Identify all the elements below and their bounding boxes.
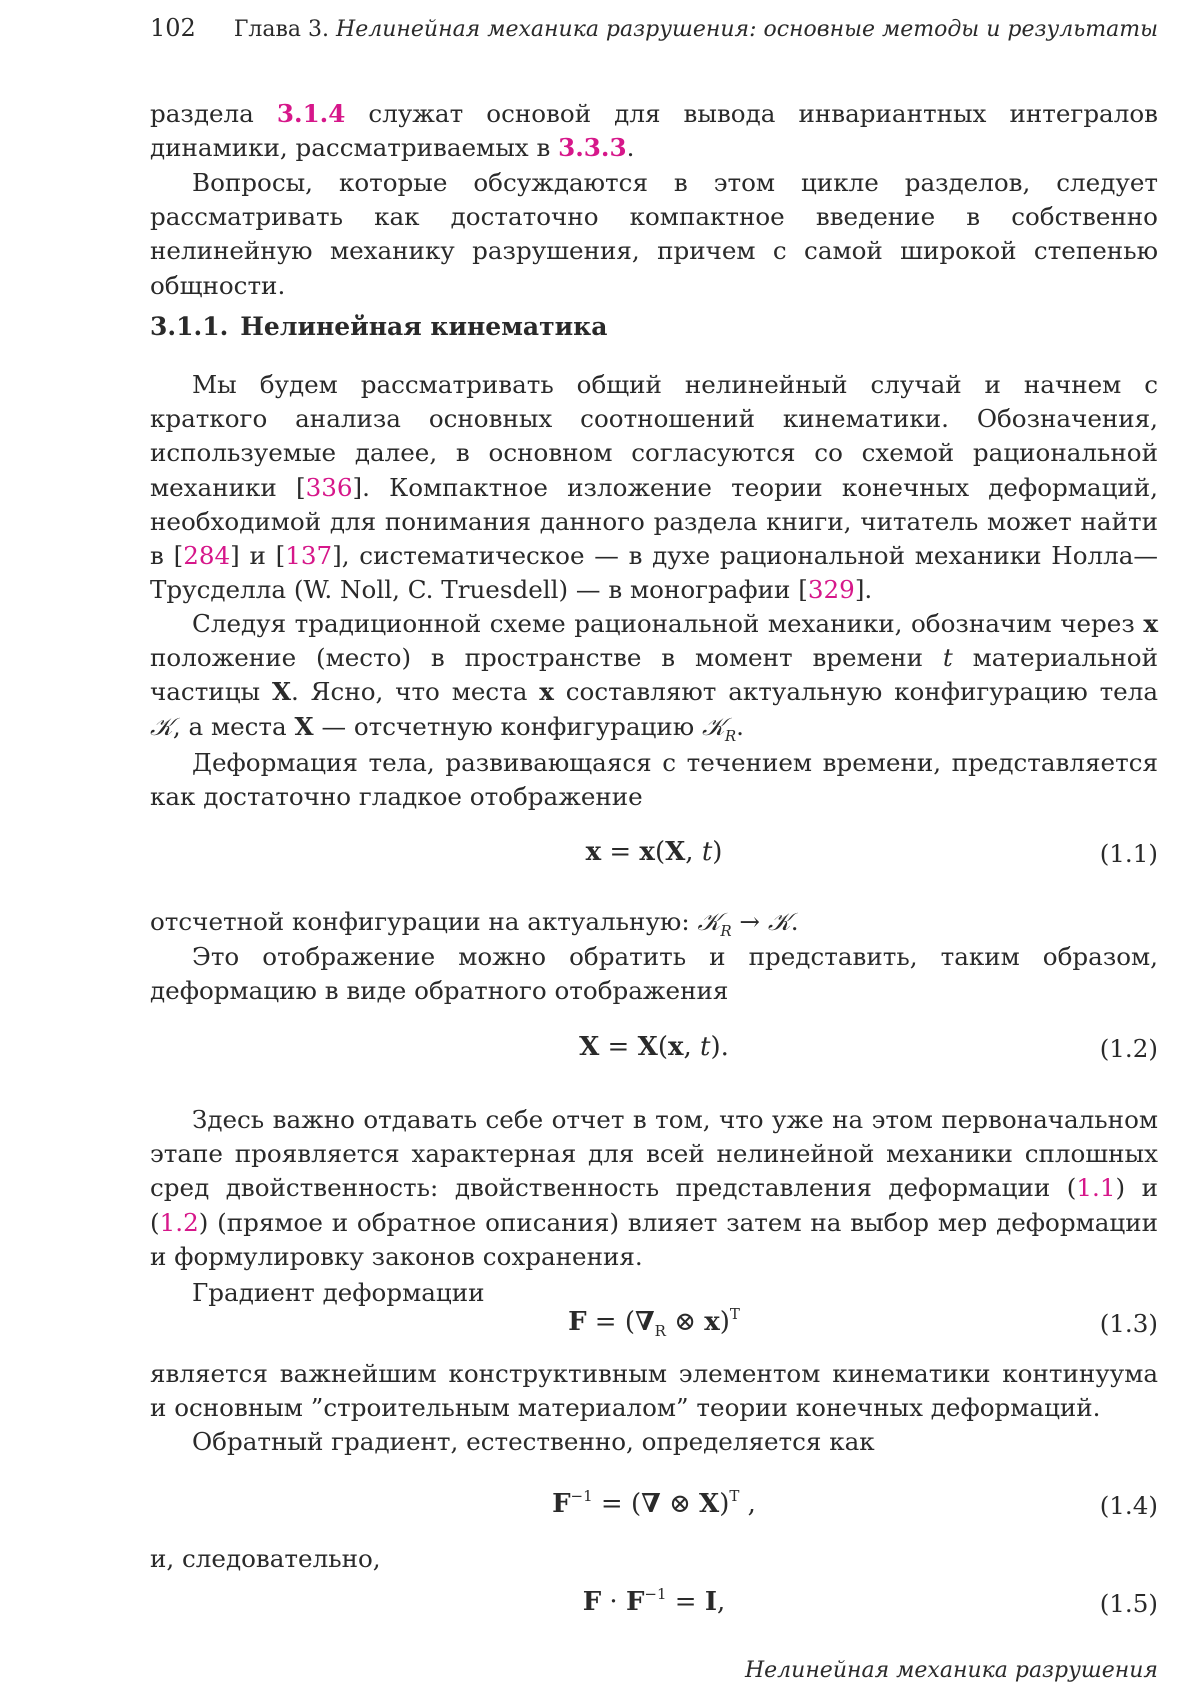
equation-ref-1-2[interactable]: 1.2: [159, 1207, 199, 1237]
chapter-title: Нелинейная механика разрушения: основные методы и результаты: [336, 17, 1158, 42]
paragraph-intro-2: Вопросы, которые обсуждаются в этом цикле разделов, следует рассматривать как достаточно компактное введение в собственно нелинейную механику разрушения, причем с самой широкой степенью общности.: [150, 168, 1158, 300]
eq-superscript: T: [729, 1305, 740, 1323]
eq-symbol: F: [625, 1587, 645, 1617]
eq-bracket: (: [654, 837, 666, 867]
equation-number: (1.2): [1099, 1034, 1158, 1063]
equation-body: [150, 1489, 1158, 1519]
symbol-X: X: [294, 711, 314, 741]
equation-body: [150, 1032, 1158, 1062]
text-run: ].: [854, 575, 873, 605]
section-title: Нелинейная кинематика: [240, 312, 608, 341]
paragraph-kinematics-9: Обратный градиент, естественно, определяется как: [192, 1427, 875, 1456]
text-run: ) (прямое и обратное описания) влияет затем на выбор мер деформации и формулировку законов сохранения.: [150, 1207, 1158, 1271]
section-heading: [150, 312, 619, 341]
eq-symbol: X: [699, 1489, 720, 1519]
text-run: Следуя традиционной схеме рациональной механики, обозначим через: [192, 609, 1144, 638]
symbol-t: t: [942, 643, 953, 673]
page-number: 102: [150, 14, 196, 42]
paragraph-kinematics-5: Это отображение можно обратить и представить, таким образом, деформацию в виде обратного отображения: [150, 942, 1158, 1006]
subscript-R: R: [720, 922, 732, 940]
eq-bracket: ): [719, 1307, 730, 1337]
text-run: ] и [: [230, 541, 286, 571]
eq-punctuation: ,: [717, 1587, 726, 1617]
eq-symbol: x: [704, 1307, 720, 1337]
eq-operator: =: [599, 1032, 638, 1062]
paragraph-intro-1: [150, 97, 1158, 165]
eq-superscript: −1: [644, 1585, 667, 1603]
text-run: Здесь важно отдавать себе отчет в том, что уже на этом первоначальном этапе проявляется характерная для всей нелинейной механики сплошных сред двойственность: двойственность представления деформации (: [150, 1105, 1158, 1203]
equation-1-2: [150, 1032, 1158, 1072]
eq-bracket: ): [712, 837, 723, 867]
equation-number: (1.1): [1099, 839, 1158, 868]
symbol-K: 𝒦: [150, 711, 173, 741]
eq-operator: ,: [685, 837, 702, 867]
eq-operator: ⊗: [660, 1489, 700, 1519]
eq-bracket: ).: [710, 1032, 729, 1062]
text-run: положение (место) в пространстве в момент времени: [150, 643, 943, 673]
page-header: [150, 14, 1158, 50]
subscript-R: R: [724, 726, 737, 745]
eq-symbol: F: [568, 1307, 587, 1337]
text-run: ], систематическое — в духе рациональной механики Нолла—Трусделла (W. Noll, C. Truesdell) — в монографии [: [150, 541, 1158, 605]
text-run: ) и (: [150, 1173, 1158, 1237]
citation-137[interactable]: 137: [285, 541, 333, 571]
text-run: ]. Компактное изложение теории конечных деформаций, необходимой для понимания данного раздела книги, читатель может найти в [: [150, 472, 1158, 571]
section-link-3-1-4[interactable]: 3.1.4: [276, 99, 346, 128]
text-run: составляют актуальную конфигурацию тела: [553, 677, 1159, 707]
paragraph-kinematics-10: и, следовательно,: [150, 1544, 381, 1573]
equation-number: (1.5): [1099, 1589, 1158, 1618]
paragraph-kinematics-6: [150, 1103, 1158, 1274]
equation-body: [150, 1587, 1158, 1617]
eq-operator: =: [601, 837, 640, 867]
eq-subscript: R: [654, 1322, 666, 1340]
section-number: 3.1.1.: [150, 312, 229, 341]
symbol-K: 𝒦: [697, 907, 721, 936]
symbol-K: 𝒦: [767, 907, 791, 936]
arrow-symbol: →: [731, 907, 768, 936]
text-run: служат основой для вывода инвариантных интегралов динамики, рассматриваемых в: [150, 99, 1158, 163]
paragraph-kinematics-4: [150, 905, 1158, 939]
eq-operator: ⊗: [665, 1307, 705, 1337]
eq-symbol: X: [637, 1032, 658, 1062]
eq-bracket: ): [719, 1489, 730, 1519]
eq-symbol: t: [700, 1032, 711, 1062]
text-run: — отсчетную конфигурацию: [313, 711, 702, 741]
eq-operator: ·: [601, 1587, 626, 1617]
citation-336[interactable]: 336: [305, 472, 353, 502]
eq-symbol: F: [552, 1489, 571, 1519]
chapter-label: Глава 3.: [233, 17, 330, 42]
text-run: .: [790, 907, 799, 936]
eq-symbol: X: [665, 837, 686, 867]
citation-284[interactable]: 284: [183, 541, 231, 571]
equation-ref-1-1[interactable]: 1.1: [1076, 1173, 1116, 1203]
eq-symbol: x: [585, 837, 602, 867]
nabla-symbol: ∇: [635, 1307, 655, 1337]
text-run: .: [626, 133, 635, 163]
equation-body: [150, 1305, 1158, 1340]
equation-1-4: [150, 1489, 1158, 1529]
eq-symbol: I: [704, 1587, 718, 1617]
citation-329[interactable]: 329: [807, 575, 855, 605]
text-run: . Ясно, что места: [291, 677, 540, 707]
symbol-X: X: [271, 677, 292, 707]
eq-superscript: T: [729, 1487, 740, 1505]
equation-1-3: [150, 1307, 1158, 1347]
symbol-x: x: [539, 677, 554, 707]
eq-symbol: X: [579, 1032, 600, 1062]
eq-symbol: x: [639, 837, 655, 867]
symbol-K: 𝒦: [701, 711, 725, 741]
text-run: , а места: [172, 711, 295, 741]
equation-number: (1.3): [1099, 1309, 1158, 1338]
text-run: Мы будем рассматривать общий нелинейный случай и начнем с краткого анализа основных соотношений кинематики. Обозначения, используемые далее, в основном согласуются со схемой рациональной механики [: [150, 370, 1158, 502]
text-run: .: [736, 711, 744, 741]
section-link-3-3-3[interactable]: 3.3.3: [558, 133, 627, 163]
nabla-symbol: ∇: [641, 1489, 661, 1519]
running-footer: Нелинейная механика разрушения: [744, 1658, 1158, 1683]
eq-symbol: t: [701, 837, 713, 867]
equation-1-1: [150, 837, 1158, 877]
eq-superscript: −1: [570, 1487, 593, 1505]
eq-punctuation: ,: [739, 1489, 756, 1519]
eq-operator: =: [666, 1587, 705, 1617]
symbol-x: x: [1143, 609, 1158, 638]
eq-operator: ,: [683, 1032, 701, 1062]
eq-operator: = (: [592, 1489, 642, 1519]
text-run: материальной частицы: [150, 643, 1158, 707]
paragraph-kinematics-3: Деформация тела, развивающаяся с течением времени, представляется как достаточно гладкое отображение: [150, 748, 1158, 812]
eq-symbol: F: [582, 1587, 602, 1617]
eq-operator: = (: [586, 1307, 636, 1337]
paragraph-kinematics-1: [150, 368, 1158, 607]
paragraph-kinematics-2: [150, 607, 1158, 744]
eq-symbol: x: [667, 1032, 684, 1062]
paragraph-kinematics-8: является важнейшим конструктивным элементом кинематики континуума и основным ”строительным материалом” теории конечных деформаций.: [150, 1359, 1158, 1423]
text-run: раздела: [150, 99, 277, 128]
running-head: [234, 17, 1158, 42]
equation-1-5: [150, 1587, 1158, 1627]
text-run: отсчетной конфигурации на актуальную:: [150, 907, 698, 936]
eq-bracket: (: [657, 1032, 668, 1062]
equation-body: [150, 837, 1158, 867]
paragraph-kinematics-7: Градиент деформации: [192, 1278, 485, 1307]
equation-number: (1.4): [1099, 1491, 1158, 1520]
